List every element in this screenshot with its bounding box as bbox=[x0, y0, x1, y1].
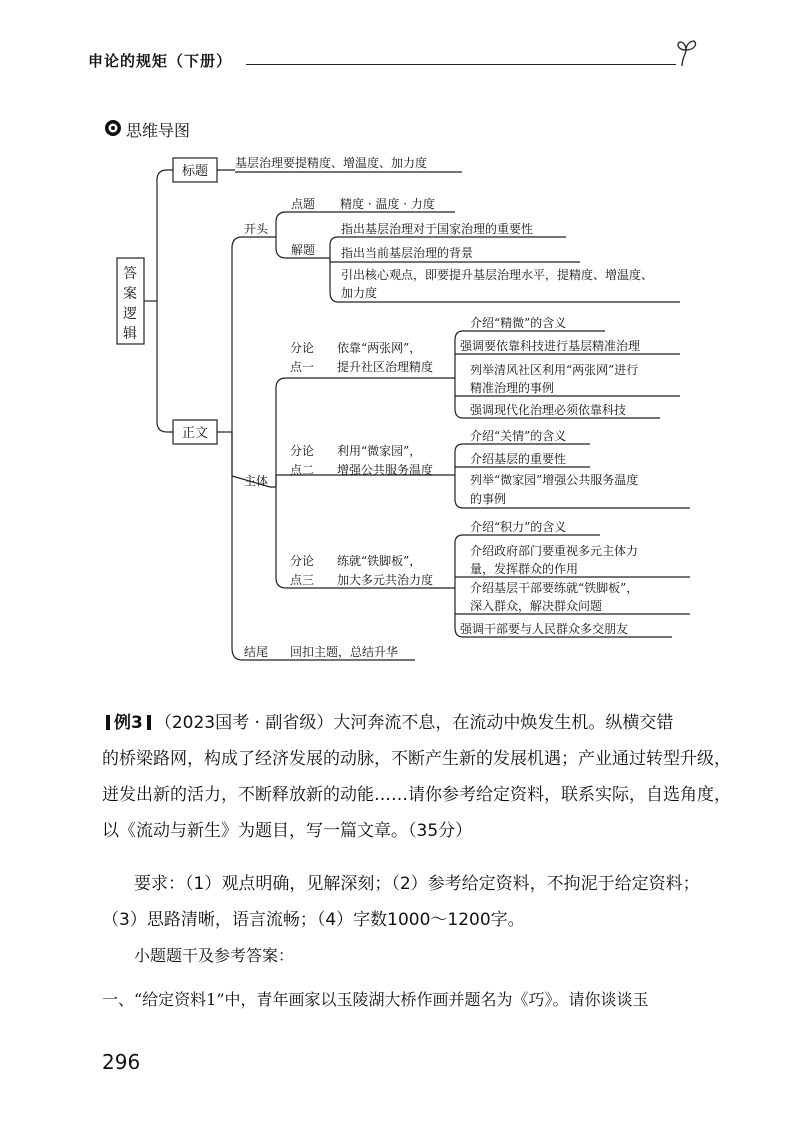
main-label: 主体 bbox=[244, 474, 269, 488]
root-char-1: 答 bbox=[123, 266, 137, 282]
opening-item: 引出核心观点，即要提升基层治理水平，提精度、增温度、 bbox=[341, 268, 654, 282]
example-line bbox=[102, 705, 702, 741]
point-item: 介绍政府部门要重视多元主体力 bbox=[470, 544, 639, 558]
ending-text: 回扣主题，总结升华 bbox=[290, 645, 399, 659]
point-item: 强调现代化治理必须依靠科技 bbox=[470, 403, 627, 417]
opening-item: 加力度 bbox=[341, 286, 378, 300]
point-item: 列举清风社区利用“两张网”进行 bbox=[470, 363, 639, 377]
point-item: 介绍基层的重要性 bbox=[470, 452, 567, 466]
root-char-4: 辑 bbox=[123, 326, 137, 342]
body-node: 正文 bbox=[181, 426, 209, 441]
point-item: 强调要依靠科技进行基层精准治理 bbox=[460, 339, 641, 353]
example-line: 的桥梁路网，构成了经济发展的动脉，不断产生新的发展机遇；产业通过转型升级， bbox=[102, 749, 731, 769]
requirement-line: 要求：（1）观点明确，见解深刻；（2）参考给定资料，不拘泥于给定资料； bbox=[134, 874, 700, 894]
question-line: 一、“给定资料1”中，青年画家以玉陵湖大桥作画并题名为《巧》。请你谈谈玉 bbox=[102, 990, 649, 1009]
theme-label: 点题 bbox=[291, 197, 316, 211]
subtitle: 小题题干及参考答案： bbox=[134, 946, 295, 965]
point-tag: 点一 bbox=[290, 360, 315, 374]
point-item: 量，发挥群众的作用 bbox=[470, 562, 579, 576]
point-item: 介绍“积力”的含义 bbox=[470, 520, 567, 534]
root-char-3: 逻 bbox=[123, 306, 137, 322]
point-item: 介绍“精微”的含义 bbox=[470, 316, 567, 330]
point-item: 强调干部要与人民群众多交朋友 bbox=[460, 622, 629, 636]
requirement-line: （3）思路清晰，语言流畅；（4）字数1000～1200字。 bbox=[102, 910, 525, 930]
point-tag: 分论 bbox=[290, 341, 315, 355]
section-title: 思维导图 bbox=[126, 121, 191, 140]
example-paragraph bbox=[102, 705, 731, 849]
theme-text: 精度 · 温度 · 力度 bbox=[340, 197, 435, 211]
marker-bar bbox=[147, 715, 151, 730]
point-item: 介绍基层干部要练就“铁脚板”， bbox=[470, 581, 639, 595]
point-tag: 点二 bbox=[290, 463, 315, 477]
point-tag: 分论 bbox=[290, 444, 315, 458]
ending-label: 结尾 bbox=[244, 645, 269, 659]
point-item: 列举“微家园”增强公共服务温度 bbox=[470, 473, 639, 487]
root-char-2: 案 bbox=[123, 286, 137, 302]
point-text: 增强公共服务温度 bbox=[337, 463, 434, 477]
point-item: 精准治理的事例 bbox=[470, 381, 555, 395]
requirements-paragraph bbox=[102, 866, 702, 938]
solve-label: 解题 bbox=[291, 243, 316, 257]
point-item: 介绍“关情”的含义 bbox=[470, 429, 567, 443]
example-line: 迸发出新的活力，不断释放新的动能……请你参考给定资料，联系实际，自选角度， bbox=[102, 785, 731, 805]
example-line: 以《流动与新生》为题目，写一篇文章。（35分） bbox=[102, 821, 473, 841]
point-item: 深入群众，解决群众问题 bbox=[470, 599, 603, 613]
point-tag: 点三 bbox=[290, 573, 315, 587]
point-item: 的事例 bbox=[470, 492, 507, 506]
point-tag: 分论 bbox=[290, 554, 315, 568]
marker-bar bbox=[106, 715, 110, 730]
title-node: 标题 bbox=[181, 164, 209, 179]
point-text: 练就“铁脚板”， bbox=[337, 554, 422, 568]
point-text: 加大多元共治力度 bbox=[337, 573, 434, 587]
opening-item: 指出基层治理对于国家治理的重要性 bbox=[341, 222, 534, 236]
title-text: 基层治理要提精度、增温度、加力度 bbox=[235, 156, 428, 170]
point-text: 依靠“两张网”， bbox=[337, 341, 422, 355]
book-title: 申论的规矩（下册） bbox=[88, 52, 233, 70]
page-number: 296 bbox=[102, 1050, 141, 1074]
point-text: 利用“微家园”， bbox=[337, 444, 422, 458]
opening-label: 开头 bbox=[244, 222, 269, 236]
example-text: （2023国考 · 副省级）大河奔流不息，在流动中焕发生机。纵横交错 bbox=[154, 713, 674, 733]
opening-item: 指出当前基层治理的背景 bbox=[341, 246, 474, 260]
example-label: 例3 bbox=[114, 713, 143, 733]
point-text: 提升社区治理精度 bbox=[337, 360, 434, 374]
